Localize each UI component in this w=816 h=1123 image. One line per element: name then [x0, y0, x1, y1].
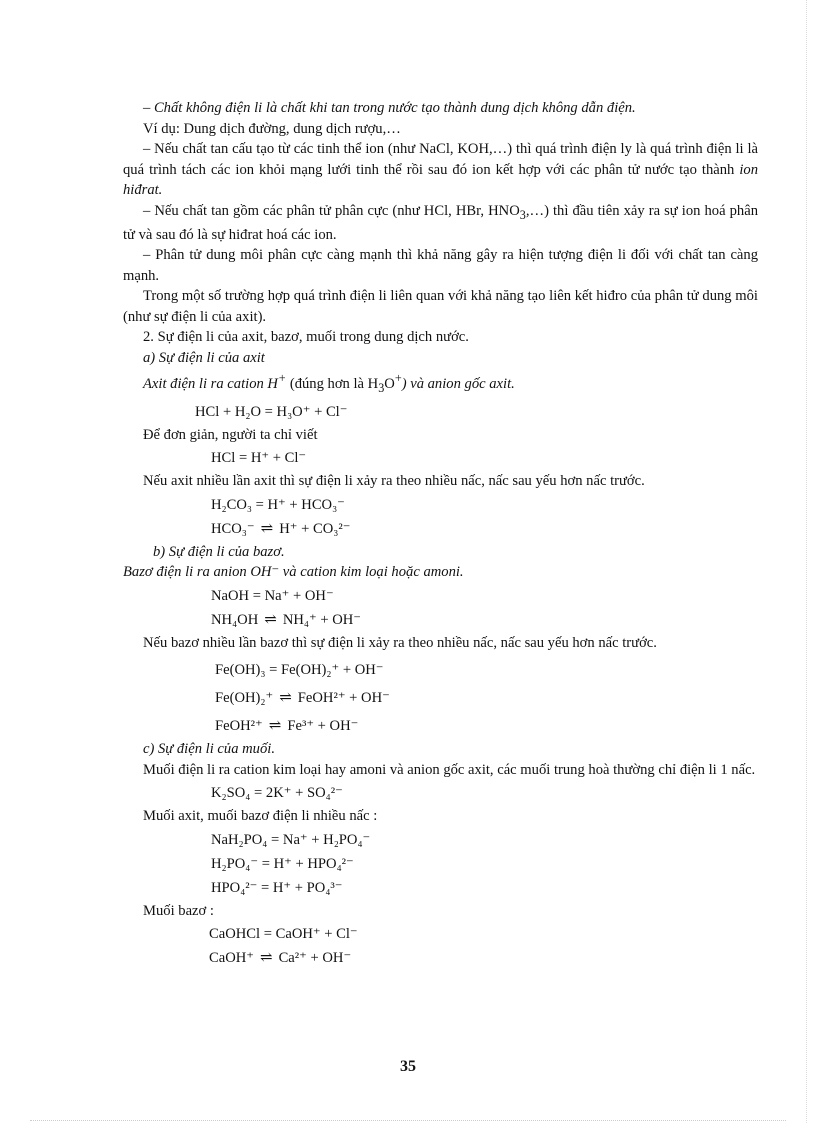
heading-section-2: 2. Sự điện li của axit, bazơ, muối trong dung dịch nước. — [143, 329, 469, 346]
equilibrium-arrow-icon: ⇌ — [260, 520, 274, 537]
nh4oh-right: NH₄⁺ + OH⁻ — [282, 611, 362, 628]
acid-def-a: Axit điện li ra cation H — [143, 376, 278, 393]
equation-feoh2 — [123, 687, 758, 709]
ionic-solute-text: – Nếu chất tan cấu tạo từ các tinh thể ion (như NaCl, KOH,…) thì quá trình điện ly là quá trình điện li là quá trình tách các ion khỏi mạng lưới tinh thể rồi sau đó ion kết hợp với các phân tử nước tạo thành — [123, 141, 758, 178]
caoh-left: CaOH⁺ — [209, 950, 254, 967]
h3o-superscript: + — [394, 371, 402, 386]
equation-k2so4: K₂SO₄ = 2K⁺ + SO₄²⁻ — [211, 785, 343, 802]
equilibrium-arrow-icon: ⇌ — [260, 950, 273, 967]
ion-hydrat-term: ion hiđrat. — [123, 161, 758, 198]
polar-solute-text-b: ,…) thì đầu tiên xảy ra sự ion hoá phân tử và sau đó là sự hiđrat hoá các ion. — [123, 202, 758, 243]
equation-hcl-water: HCl + H₂O = H₃O⁺ + Cl⁻ — [195, 403, 348, 420]
equilibrium-arrow-icon: ⇌ — [279, 690, 292, 707]
equation-hco3 — [123, 518, 758, 540]
paragraph-basic-salt: Muối bazơ : — [143, 902, 214, 919]
heading-acid: a) Sự điện li của axit — [143, 349, 265, 366]
paragraph-base-definition: Bazơ điện li ra anion OH⁻ và cation kim loại hoặc amoni. — [123, 564, 464, 581]
paragraph-nonelectrolyte: – Chất không điện li là chất khi tan trong nước tạo thành dung dịch không dẫn điện. — [143, 100, 636, 116]
equation-feoh3: Fe(OH)₃ = Fe(OH)₂⁺ + OH⁻ — [215, 662, 384, 679]
equation-h2co3: H₂CO₃ = H⁺ + HCO₃⁻ — [211, 496, 345, 513]
feoh2-right: FeOH²⁺ + OH⁻ — [297, 690, 390, 707]
paragraph-polyprotic-acid: Nếu axit nhiều lần axit thì sự điện li xảy ra theo nhiều nấc, nấc sau yếu hơn nấc trước. — [143, 473, 645, 490]
feoh-left: FeOH²⁺ — [215, 718, 263, 735]
paragraph-ionic-solute — [123, 139, 758, 201]
h-plus-superscript: + — [277, 371, 287, 386]
right-dotted-border — [806, 0, 807, 1123]
paragraph-acid-salt: Muối axit, muối bazơ điện li nhiều nấc : — [143, 808, 378, 825]
paragraph-example: Ví dụ: Dung dịch đường, dung dịch rượu,… — [143, 120, 401, 137]
equation-hcl: HCl = H⁺ + Cl⁻ — [211, 450, 307, 467]
acid-def-d: ) và anion gốc axit. — [401, 376, 515, 393]
paragraph-polar-solvent: – Phân tử dung môi phân cực càng mạnh thì khả năng gây ra hiện tượng điện li đối với chất tan càng mạnh. — [123, 247, 758, 284]
equation-feoh — [123, 715, 758, 737]
equilibrium-arrow-icon: ⇌ — [264, 611, 277, 628]
caoh-right: Ca²⁺ + OH⁻ — [278, 950, 352, 967]
heading-base: b) Sự điện li của bazơ. — [153, 543, 285, 560]
equation-caohcl: CaOHCl = CaOH⁺ + Cl⁻ — [209, 926, 358, 943]
hco3-right: H⁺ + CO₃²⁻ — [279, 520, 351, 537]
paragraph-salt-definition: Muối điện li ra cation kim loại hay amoni và anion gốc axit, các muối trung hoà thường chỉ điện li 1 nấc. — [143, 761, 756, 778]
h3-subscript: 3 — [378, 381, 385, 396]
acid-def-c: O — [384, 376, 395, 393]
hco3-left: HCO₃⁻ — [211, 520, 255, 537]
paragraph-polybasic: Nếu bazơ nhiều lần bazơ thì sự điện li xảy ra theo nhiều nấc, nấc sau yếu hơn nấc trước. — [143, 634, 657, 651]
equation-nah2po4: NaH₂PO₄ = Na⁺ + H₂PO₄⁻ — [211, 831, 371, 848]
polar-solute-text-a: – Nếu chất tan gồm các phân tử phân cực (như HCl, HBr, HNO — [143, 202, 520, 219]
equilibrium-arrow-icon: ⇌ — [268, 718, 282, 735]
equation-nh4oh — [123, 609, 758, 631]
equation-caoh — [123, 947, 758, 969]
paragraph-hydrogen-bond: Trong một số trường hợp quá trình điện li liên quan với khả năng tạo liên kết hiđro của phân tử dung môi (như sự điện li của axit). — [123, 288, 758, 325]
acid-def-b: (đúng hơn là H — [286, 376, 379, 393]
nh4oh-left: NH₄OH — [211, 611, 259, 628]
paragraph-simplify: Để đơn giản, người ta chỉ viết — [143, 426, 318, 443]
page-content — [123, 98, 758, 971]
equation-h2po4: H₂PO₄⁻ = H⁺ + HPO₄²⁻ — [211, 855, 354, 872]
heading-salt: c) Sự điện li của muối. — [143, 741, 275, 758]
equation-hpo4: HPO₄²⁻ = H⁺ + PO₄³⁻ — [211, 879, 343, 896]
page-number: 35 — [400, 1058, 416, 1075]
hno3-subscript: 3 — [519, 207, 526, 222]
bottom-dotted-border — [30, 1120, 786, 1121]
equation-naoh: NaOH = Na⁺ + OH⁻ — [211, 587, 334, 604]
feoh-right: Fe³⁺ + OH⁻ — [287, 718, 359, 735]
paragraph-acid-definition — [123, 368, 758, 398]
feoh2-left: Fe(OH)₂⁺ — [215, 690, 274, 707]
paragraph-polar-solute — [123, 201, 758, 246]
